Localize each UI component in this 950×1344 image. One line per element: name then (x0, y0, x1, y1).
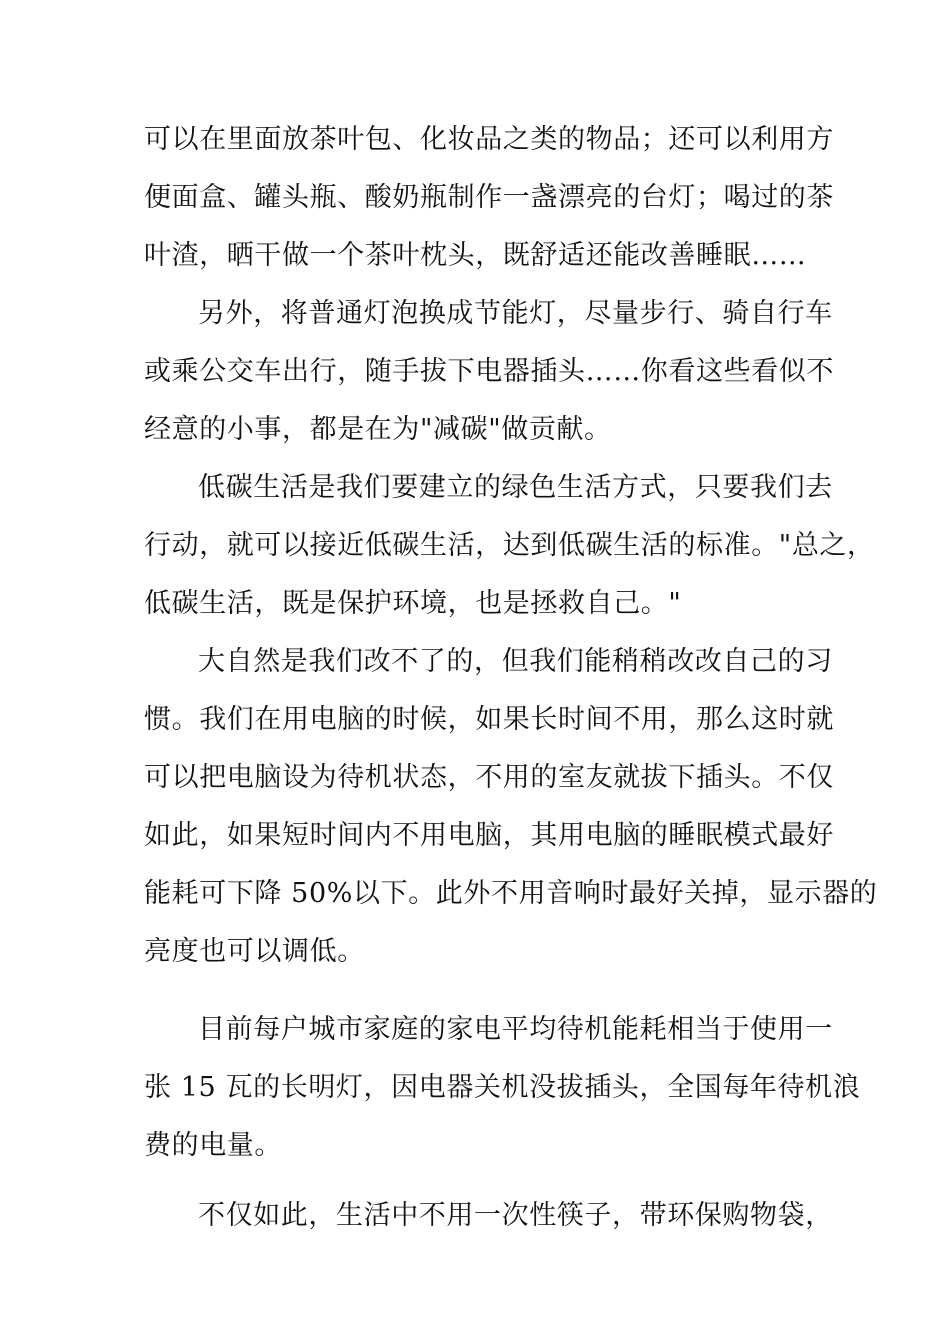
paragraph-1-line-3: 叶渣，晒干做一个茶叶枕头，既舒适还能改善睡眠…… (144, 240, 807, 271)
paragraph-4-line-1: 大自然是我们改不了的，但我们能稍稍改改自己的习 (198, 646, 833, 677)
paragraph-1-line-1: 可以在里面放茶叶包、化妆品之类的物品；还可以利用方 (144, 124, 834, 155)
paragraph-4-line-6: 亮度也可以调低。 (144, 936, 365, 967)
paragraph-2-line-1: 另外，将普通灯泡换成节能灯，尽量步行、骑自行车 (198, 298, 833, 329)
paragraph-1-line-2: 便面盒、罐头瓶、酸奶瓶制作一盏漂亮的台灯；喝过的茶 (144, 182, 834, 213)
paragraph-5-line-1: 目前每户城市家庭的家电平均待机能耗相当于使用一 (198, 1014, 833, 1045)
paragraph-5-line-2: 张 15 瓦的长明灯，因电器关机没拔插头，全国每年待机浪 (144, 1072, 861, 1103)
paragraph-3-line-1: 低碳生活是我们要建立的绿色生活方式，只要我们去 (198, 472, 833, 503)
paragraph-4-line-2: 惯。我们在用电脑的时候，如果长时间不用，那么这时就 (144, 704, 834, 735)
paragraph-2-line-2: 或乘公交车出行，随手拔下电器插头……你看这些看似不 (144, 356, 834, 387)
paragraph-6-line-1: 不仅如此，生活中不用一次性筷子，带环保购物袋， (198, 1200, 833, 1231)
paragraph-4-line-3: 可以把电脑设为待机状态，不用的室友就拔下插头。不仅 (144, 762, 834, 793)
paragraph-3-line-3: 低碳生活，既是保护环境，也是拯救自己。" (144, 588, 682, 619)
paragraph-3-line-2: 行动，就可以接近低碳生活，达到低碳生活的标准。"总之， (144, 530, 875, 561)
paragraph-4-line-4: 如此，如果短时间内不用电脑，其用电脑的睡眠模式最好 (144, 820, 834, 851)
paragraph-4-line-5: 能耗可下降 50%以下。此外不用音响时最好关掉，显示器的 (144, 878, 878, 909)
paragraph-5-line-3: 费的电量。 (144, 1130, 282, 1161)
paragraph-2-line-3: 经意的小事，都是在为"减碳"做贡献。 (144, 414, 612, 445)
